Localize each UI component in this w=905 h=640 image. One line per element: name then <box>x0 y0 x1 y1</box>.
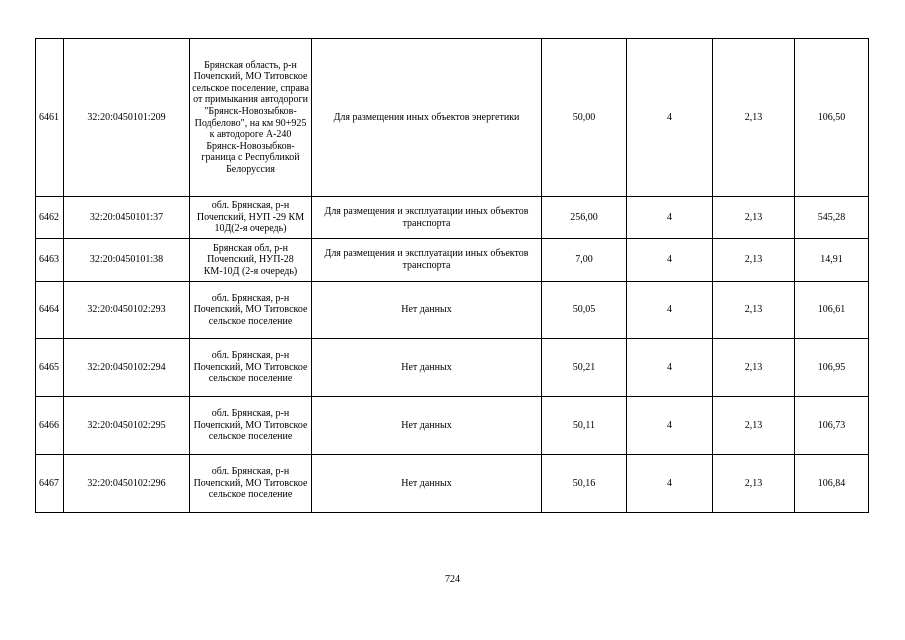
rate-cell: 2,13 <box>713 39 795 197</box>
area-cell: 50,00 <box>542 39 627 197</box>
group-cell: 4 <box>627 282 713 339</box>
row-number: 6463 <box>36 239 64 282</box>
cadastral-number: 32:20:0450102:296 <box>64 455 190 513</box>
address-cell: обл. Брянская, р-н Почепский, МО Титовское сельское поселение <box>190 282 312 339</box>
row-number: 6461 <box>36 39 64 197</box>
usage-cell: Для размещения и эксплуатации иных объектов транспорта <box>312 239 542 282</box>
usage-cell: Нет данных <box>312 455 542 513</box>
area-cell: 50,05 <box>542 282 627 339</box>
usage-cell: Для размещения иных объектов энергетики <box>312 39 542 197</box>
table-row <box>36 339 869 397</box>
cadastral-number: 32:20:0450101:209 <box>64 39 190 197</box>
rate-cell: 2,13 <box>713 197 795 239</box>
cadastral-number: 32:20:0450101:37 <box>64 197 190 239</box>
usage-cell: Нет данных <box>312 339 542 397</box>
rate-cell: 2,13 <box>713 239 795 282</box>
cadastral-number: 32:20:0450102:294 <box>64 339 190 397</box>
group-cell: 4 <box>627 239 713 282</box>
area-cell: 256,00 <box>542 197 627 239</box>
page-number: 724 <box>445 574 460 585</box>
rate-cell: 2,13 <box>713 397 795 455</box>
table-row <box>36 197 869 239</box>
table-row <box>36 397 869 455</box>
group-cell: 4 <box>627 339 713 397</box>
address-cell: Брянская обл, р-н Почепский, НУП-28 КМ-10Д (2-я очередь) <box>190 239 312 282</box>
area-cell: 50,16 <box>542 455 627 513</box>
value-cell: 14,91 <box>795 239 869 282</box>
area-cell: 7,00 <box>542 239 627 282</box>
rate-cell: 2,13 <box>713 339 795 397</box>
address-cell: обл. Брянская, р-н Почепский, МО Титовское сельское поселение <box>190 455 312 513</box>
value-cell: 106,95 <box>795 339 869 397</box>
row-number: 6464 <box>36 282 64 339</box>
group-cell: 4 <box>627 455 713 513</box>
area-cell: 50,11 <box>542 397 627 455</box>
usage-cell: Нет данных <box>312 282 542 339</box>
value-cell: 106,73 <box>795 397 869 455</box>
row-number: 6465 <box>36 339 64 397</box>
cadastral-number: 32:20:0450101:38 <box>64 239 190 282</box>
group-cell: 4 <box>627 39 713 197</box>
table-row <box>36 239 869 282</box>
usage-cell: Нет данных <box>312 397 542 455</box>
usage-cell: Для размещения и эксплуатации иных объектов транспорта <box>312 197 542 239</box>
table-row <box>36 455 869 513</box>
group-cell: 4 <box>627 397 713 455</box>
area-cell: 50,21 <box>542 339 627 397</box>
cadastral-number: 32:20:0450102:293 <box>64 282 190 339</box>
row-number: 6467 <box>36 455 64 513</box>
rate-cell: 2,13 <box>713 282 795 339</box>
value-cell: 106,50 <box>795 39 869 197</box>
row-number: 6462 <box>36 197 64 239</box>
address-cell: обл. Брянская, р-н Почепский, МО Титовское сельское поселение <box>190 397 312 455</box>
cadastral-number: 32:20:0450102:295 <box>64 397 190 455</box>
value-cell: 106,84 <box>795 455 869 513</box>
table-row <box>36 282 869 339</box>
address-cell: обл. Брянская, р-н Почепский, МО Титовское сельское поселение <box>190 339 312 397</box>
rate-cell: 2,13 <box>713 455 795 513</box>
address-cell: Брянская область, р-н Почепский, МО Титовское сельское поселение, справа от примыкания автодороги "Брянск-Новозыбков-Подбелово", на км 90+925 к автодороге А-240 Брянск-Новозыбков-граница с Республикой Белоруссия <box>190 39 312 197</box>
table-row <box>36 39 869 197</box>
value-cell: 545,28 <box>795 197 869 239</box>
row-number: 6466 <box>36 397 64 455</box>
group-cell: 4 <box>627 197 713 239</box>
value-cell: 106,61 <box>795 282 869 339</box>
address-cell: обл. Брянская, р-н Почепский, НУП -29 КМ 10Д(2-я очередь) <box>190 197 312 239</box>
cadastral-table <box>35 38 869 513</box>
